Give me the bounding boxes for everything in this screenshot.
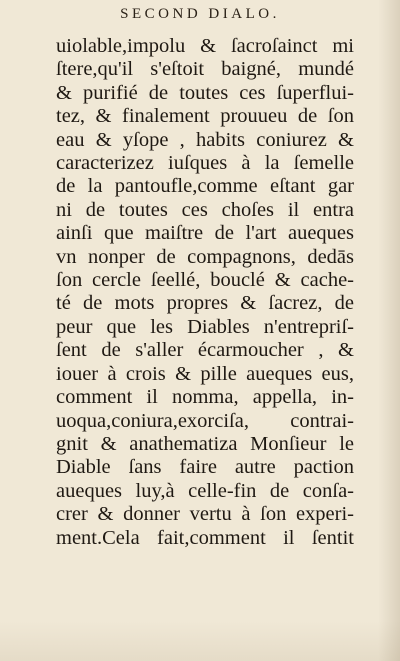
text-line: aueques luy,à celle-fin de conſa- bbox=[56, 479, 354, 502]
text-line: té de mots propres & ſacrez, de bbox=[56, 292, 354, 315]
text-line: ſtere,qu'il s'eſtoit baigné, mundé bbox=[56, 58, 354, 81]
text-line: crer & donner vertu à ſon experi- bbox=[56, 503, 354, 526]
text-line: vn nonper de compagnons, dedās bbox=[56, 245, 354, 268]
text-line: ſon cercle ſeellé, bouclé & cache- bbox=[56, 269, 354, 292]
text-line: & purifié de toutes ces ſuperflui- bbox=[56, 81, 354, 104]
text-line: ainſi que maiſtre de l'art aueques bbox=[56, 222, 354, 245]
text-line: gnit & anathematiza Monſieur le bbox=[56, 432, 354, 455]
running-header: SECOND DIALO. bbox=[120, 6, 280, 22]
text-line: caracterizez iuſques à la ſemelle bbox=[56, 152, 354, 175]
text-line: ſent de s'aller écarmoucher , & bbox=[56, 339, 354, 362]
text-line: Diable ſans faire autre paction bbox=[56, 456, 354, 479]
text-line: tez, & finalement prouueu de ſon bbox=[56, 105, 354, 128]
text-line: ni de toutes ces choſes il entra bbox=[56, 198, 354, 221]
text-line: uiolable,impolu & ſacroſainct mi bbox=[56, 35, 354, 57]
text-line: eau & yſope , habits coniurez & bbox=[56, 128, 354, 151]
body-text bbox=[56, 35, 354, 550]
text-line: ment.Cela fait,comment il ſentit bbox=[56, 526, 354, 549]
text-line: uoqua,coniura,exorciſa, contrai- bbox=[56, 409, 354, 432]
text-line: peur que les Diables n'entrepriſ- bbox=[56, 315, 354, 338]
text-line: de la pantoufle,comme eſtant gar bbox=[56, 175, 354, 198]
text-line: comment il nomma, appella, in- bbox=[56, 386, 354, 409]
text-line: iouer à crois & pille aueques eus, bbox=[56, 362, 354, 385]
